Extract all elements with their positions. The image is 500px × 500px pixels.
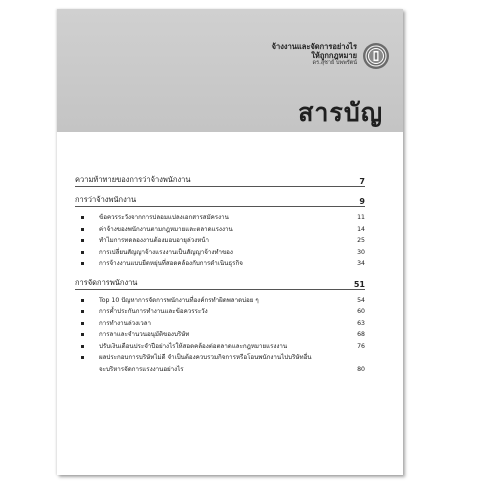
bullet-icon — [81, 310, 84, 313]
book-title-line1: จ้างงานและจัดการอย่างไร — [271, 42, 357, 51]
toc-item-text: ข้อควรระวังจากการปลอมแปลงเอกสารสมัครงาน — [99, 214, 229, 221]
bullet-icon — [81, 216, 84, 219]
toc-item-text: การค้ำประกันการทำงานและข้อควรระวัง — [99, 308, 208, 315]
toc-section — [75, 277, 365, 290]
book-author: ดร.สุชาย์ บพพรัตน์ — [312, 60, 357, 67]
toc-item-page: 63 — [357, 319, 365, 327]
bullet-icon — [81, 251, 84, 254]
bullet-icon — [81, 299, 84, 302]
toc-section-title: การจัดการพนักงาน — [75, 277, 138, 287]
toc-item-page: 76 — [357, 342, 365, 350]
toc-item-page: 30 — [357, 248, 365, 256]
toc-section-title: ความท้าทายของการว่าจ้างพนักงาน — [75, 175, 191, 184]
toc-item-text: ค่าจ้างของพนักงานตามกฎหมายและตลาดแรงงาน — [99, 225, 233, 233]
toc-item-text: Top 10 ปัญหาการจัดการพนักงานที่องค์กรทำผิดพลาดบ่อย ๆ — [99, 296, 259, 304]
toc-section — [75, 197, 365, 207]
toc-item — [75, 352, 365, 375]
toc-section-title: การว่าจ้างพนักงาน — [75, 195, 137, 204]
toc-item — [75, 341, 365, 353]
toc-section-page: 51 — [353, 279, 365, 289]
toc-item-page: 60 — [357, 308, 365, 315]
toc-item — [75, 329, 365, 341]
bullet-icon — [81, 262, 84, 265]
toc-section-page: 7 — [359, 177, 365, 186]
toc-item-text: การลาและจำนวนอนุมัติของบริษัท — [99, 331, 190, 338]
toc-section-page: 9 — [359, 197, 365, 206]
header-band — [57, 9, 403, 132]
toc-item-text: การทำงานล่วงเวลา — [99, 319, 151, 327]
toc-item — [75, 224, 365, 236]
toc-item-text: ปรับเงินเดือนประจำปีอย่างไรให้สอดคล้องต่อตลาดและกฎหมายแรงงาน — [99, 342, 288, 350]
book-page — [57, 9, 403, 475]
toc-item — [75, 295, 365, 307]
bullet-icon — [81, 333, 84, 336]
bullet-icon — [81, 345, 84, 348]
toc-item — [75, 318, 365, 330]
bullet-icon — [81, 356, 84, 359]
book-title-line2: ให้ถูกกฎหมาย — [311, 50, 357, 60]
toc-item-text: การจ้างงานแบบยืดหยุ่นที่สอดคล้องกับการดำเนินธุรกิจ — [99, 260, 243, 267]
toc-item-page: 68 — [357, 331, 365, 338]
toc-item — [75, 247, 365, 259]
toc-item-page: 34 — [357, 260, 365, 267]
toc-item-page: 14 — [357, 225, 365, 233]
book-title-block — [272, 43, 357, 67]
table-of-contents — [75, 177, 365, 375]
bullet-icon — [81, 322, 84, 325]
toc-item-page: 80 — [357, 365, 365, 373]
bullet-icon — [81, 239, 84, 242]
toc-item-text: ทำไมการทดลองงานต้องมอบอายุล่วงหน้า — [99, 237, 210, 244]
toc-item — [75, 212, 365, 224]
toc-item-page: 11 — [357, 214, 365, 221]
bullet-icon — [81, 228, 84, 231]
toc-item-text: ผลประกอบการบริษัทไม่ดี จำเป็นต้องควบรวมกิจการหรือโอนพนักงานไปบริษัทอื่น จะบริหารจัดการแรงงานอย่างไร — [99, 354, 312, 373]
toc-item — [75, 235, 365, 247]
toc-section — [75, 177, 365, 187]
toc-item — [75, 258, 365, 270]
toc-item — [75, 306, 365, 318]
toc-item-page: 54 — [357, 296, 365, 304]
book-logo-icon — [362, 42, 390, 70]
toc-heading: สารบัญ — [298, 98, 383, 127]
toc-item-page: 25 — [357, 237, 365, 244]
toc-item-text: การเปลี่ยนสัญญาจ้างแรงงานเป็นสัญญาจ้างทำของ — [99, 248, 233, 256]
